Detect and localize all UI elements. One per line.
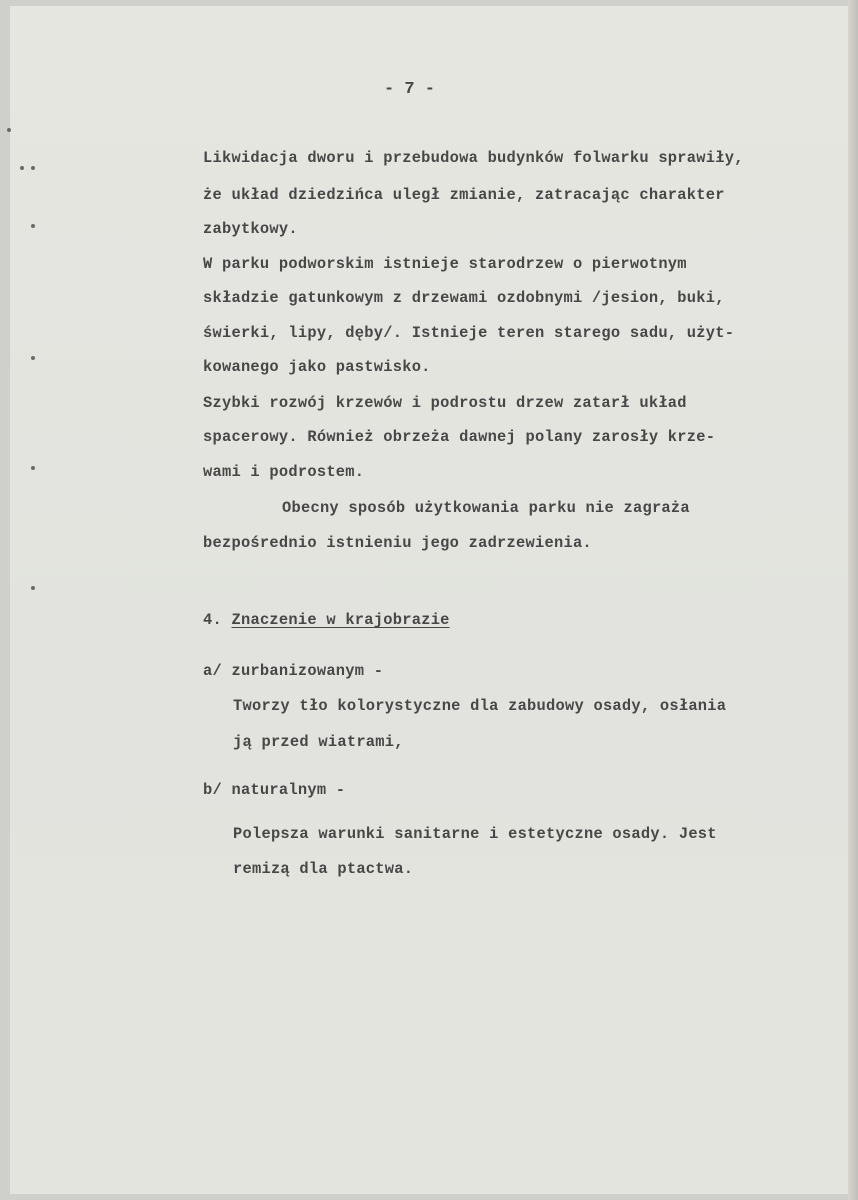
page-number: - 7 - bbox=[384, 80, 436, 99]
item-label: b/ naturalnym - bbox=[203, 781, 346, 799]
text-line: Likwidacja dworu i przebudowa budynków folwarku sprawiły, bbox=[203, 149, 744, 167]
section-number: 4. bbox=[203, 611, 222, 629]
section-heading bbox=[203, 611, 450, 629]
binder-hole-mark bbox=[31, 356, 35, 360]
text-line: składzie gatunkowym z drzewami ozdobnymi /jesion, buki, bbox=[203, 289, 725, 307]
text-line: zabytkowy. bbox=[203, 220, 298, 238]
document-page bbox=[10, 6, 852, 1194]
item-text-line: Tworzy tło kolorystyczne dla zabudowy osady, osłania bbox=[233, 697, 727, 715]
section-title: Znaczenie w krajobrazie bbox=[231, 611, 450, 629]
text-line: świerki, lipy, dęby/. Istnieje teren starego sadu, użyt- bbox=[203, 324, 735, 342]
binder-hole-mark bbox=[20, 166, 24, 170]
item-label: a/ zurbanizowanym - bbox=[203, 662, 384, 680]
binder-hole-mark bbox=[7, 128, 11, 132]
text-line: kowanego jako pastwisko. bbox=[203, 358, 431, 376]
page-edge bbox=[848, 0, 858, 1200]
item-text-line: ją przed wiatrami, bbox=[233, 733, 404, 751]
binder-hole-mark bbox=[31, 166, 35, 170]
text-line: Szybki rozwój krzewów i podrostu drzew zatarł układ bbox=[203, 394, 687, 412]
text-line: spacerowy. Również obrzeża dawnej polany zarosły krze- bbox=[203, 428, 716, 446]
text-line: Obecny sposób użytkowania parku nie zagraża bbox=[282, 499, 690, 517]
text-line: wami i podrostem. bbox=[203, 463, 365, 481]
text-line: że układ dziedzińca uległ zmianie, zatracając charakter bbox=[203, 186, 725, 204]
binder-hole-mark bbox=[31, 466, 35, 470]
item-text-line: remizą dla ptactwa. bbox=[233, 860, 414, 878]
binder-hole-mark bbox=[31, 586, 35, 590]
binder-hole-mark bbox=[31, 224, 35, 228]
item-text-line: Polepsza warunki sanitarne i estetyczne osady. Jest bbox=[233, 825, 717, 843]
text-line: bezpośrednio istnieniu jego zadrzewienia. bbox=[203, 534, 592, 552]
text-line: W parku podworskim istnieje starodrzew o pierwotnym bbox=[203, 255, 687, 273]
